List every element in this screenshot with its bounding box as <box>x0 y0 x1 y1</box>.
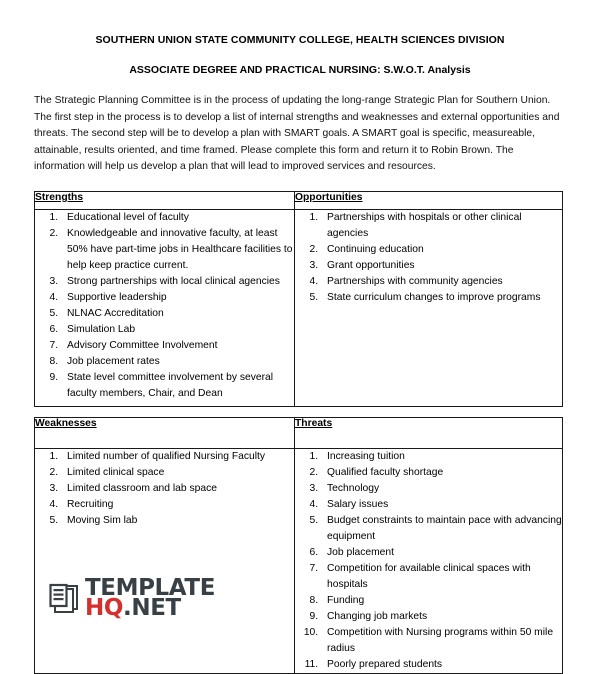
list-item: 6. Job placement <box>321 545 562 561</box>
list-item: 5. State curriculum changes to improve programs <box>321 290 562 306</box>
document-subtitle: ASSOCIATE DEGREE AND PRACTICAL NURSING: S.W.O.T. Analysis <box>129 64 471 76</box>
weaknesses-header-cell <box>35 417 295 448</box>
threats-cell <box>295 448 563 673</box>
list-item: 1. Increasing tuition <box>321 449 562 465</box>
swot-table-top <box>34 191 563 407</box>
intro-paragraph: The Strategic Planning Committee is in the process of updating the long-range Strategic Plan for Southern Union. The first step in the process is to develop a list of internal strengths and weaknesses and external opportunities and threats. The second step will be to develop a plan with SMART goals. A SMART goal is specific, measureable, attainable, results oriented, and time framed. Please complete this form and return it to Robin Brown. The information will help us develop a plan that will lead to improved services and resources. <box>34 95 560 172</box>
watermark-hq: HQ <box>85 594 124 621</box>
list-item: 2. Limited clinical space <box>61 465 294 481</box>
weaknesses-heading: Weaknesses <box>35 417 97 429</box>
watermark-line-1: TEMPLATE <box>85 574 216 601</box>
list-item: 10. Competition with Nursing programs within 50 mile radius <box>321 625 562 657</box>
list-item: 6. Simulation Lab <box>61 322 294 338</box>
list-item: 3. Limited classroom and lab space <box>61 481 294 497</box>
list-item: 1. Limited number of qualified Nursing Faculty <box>61 449 294 465</box>
strengths-heading: Strengths <box>35 191 84 203</box>
threats-list <box>295 449 562 673</box>
document-title: SOUTHERN UNION STATE COMMUNITY COLLEGE, HEALTH SCIENCES DIVISION <box>95 34 505 46</box>
opportunities-header-cell <box>295 191 563 209</box>
list-item: 7. Competition for available clinical spaces with hospitals <box>321 561 562 593</box>
list-item: 4. Supportive leadership <box>61 290 294 306</box>
list-item: 1. Educational level of faculty <box>61 210 294 226</box>
opportunities-heading: Opportunities <box>295 191 363 203</box>
list-item: 9. Changing job markets <box>321 609 562 625</box>
list-item: 7. Advisory Committee Involvement <box>61 338 294 354</box>
strengths-cell <box>35 209 295 406</box>
table-header-row-bottom <box>35 417 563 448</box>
opportunities-list <box>295 210 562 306</box>
threats-heading: Threats <box>295 417 333 429</box>
list-item: 11. Poorly prepared students <box>321 657 562 673</box>
list-item: 5. Budget constraints to maintain pace with advancing equipment <box>321 513 562 545</box>
list-item: 8. Job placement rates <box>61 354 294 370</box>
list-item: 9. State level committee involvement by several faculty members, Chair, and Dean <box>61 370 294 402</box>
strengths-list <box>35 210 294 402</box>
threats-header-cell <box>295 417 563 448</box>
table-header-row-top <box>35 191 563 209</box>
table-body-row-bottom <box>35 448 563 673</box>
watermark-net: .NET <box>123 594 181 621</box>
list-item: 4. Salary issues <box>321 497 562 513</box>
list-item: 2. Continuing education <box>321 242 562 258</box>
list-item: 4. Partnerships with community agencies <box>321 274 562 290</box>
weaknesses-list <box>35 449 294 529</box>
list-item: 3. Technology <box>321 481 562 497</box>
opportunities-cell <box>295 209 563 406</box>
swot-table-bottom <box>34 417 563 674</box>
list-item: 1. Partnerships with hospitals or other clinical agencies <box>321 210 562 242</box>
list-item: 5. Moving Sim lab <box>61 513 294 529</box>
list-item: 4. Recruiting <box>61 497 294 513</box>
list-item: 8. Funding <box>321 593 562 609</box>
list-item: 3. Grant opportunities <box>321 258 562 274</box>
list-item: 2. Knowledgeable and innovative faculty, at least 50% have part-time jobs in Healthcare facilities to help keep practice current. <box>61 226 294 274</box>
list-item: 5. NLNAC Accreditation <box>61 306 294 322</box>
weaknesses-cell <box>35 448 295 673</box>
strengths-header-cell <box>35 191 295 209</box>
list-item: 3. Strong partnerships with local clinical agencies <box>61 274 294 290</box>
list-item: 2. Qualified faculty shortage <box>321 465 562 481</box>
table-body-row-top <box>35 209 563 406</box>
